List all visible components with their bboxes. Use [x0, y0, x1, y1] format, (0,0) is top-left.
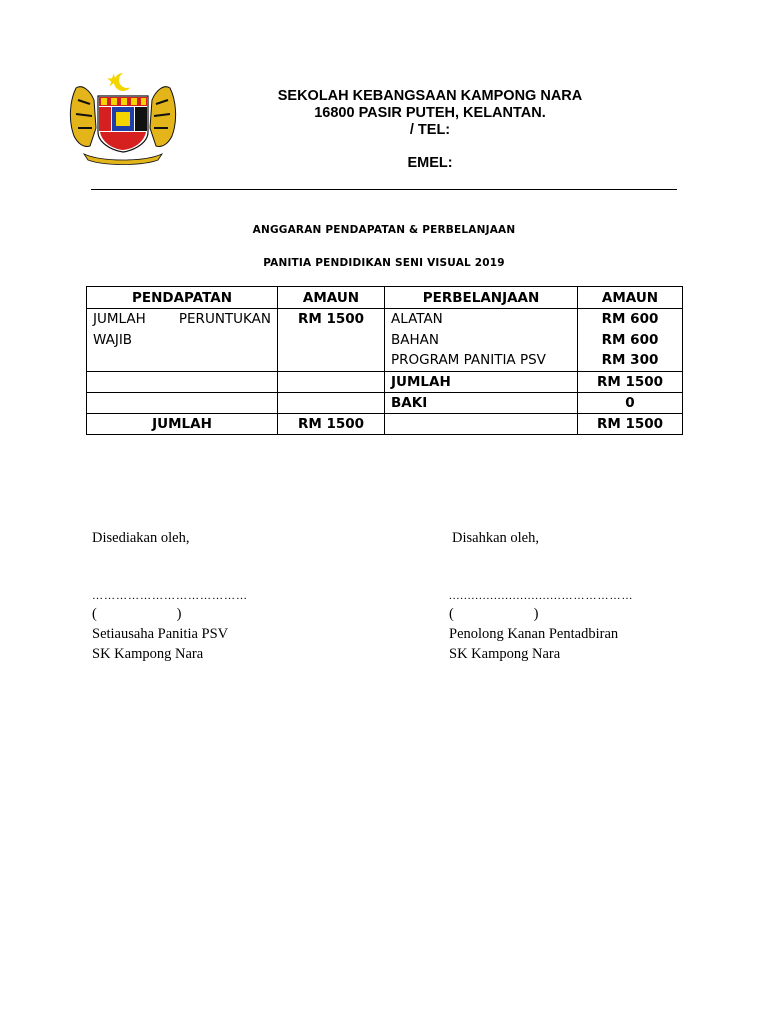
budget-table: [86, 286, 683, 435]
expense-item: PROGRAM PANITIA PSV: [391, 352, 546, 368]
expense-item: BAHAN: [391, 331, 439, 348]
document-title: ANGGARAN PENDAPATAN & PERBELANJAAN: [252, 224, 516, 236]
expense-amount: RM 600: [601, 331, 659, 348]
income-label-word: PERUNTUKAN: [178, 311, 271, 327]
header-income-amount: AMAUN: [278, 287, 385, 309]
income-amount: [278, 309, 385, 372]
table-row: [87, 392, 683, 413]
document-subtitle: PANITIA PENDIDIKAN SENI VISUAL 2019: [263, 257, 505, 269]
balance-label: BAKI: [385, 392, 578, 413]
prepared-by-signature-line: …………………………………: [92, 590, 248, 602]
expense-items: [385, 309, 578, 372]
header-income: PENDAPATAN: [87, 287, 278, 309]
approved-by-org: SK Kampong Nara: [449, 646, 561, 662]
expense-amount: RM 300: [601, 352, 659, 368]
prepared-by-name: ( ): [92, 606, 182, 622]
tel-label: / TEL:: [409, 122, 451, 138]
table-footer-row: [87, 413, 683, 434]
approved-by-name: ( ): [449, 606, 539, 622]
table-row: [87, 371, 683, 392]
prepared-by-org: SK Kampong Nara: [92, 646, 204, 662]
footer-expense-amount: RM 1500: [578, 413, 683, 434]
balance-amount: 0: [578, 392, 683, 413]
income-label-line2: WAJIB: [93, 331, 133, 348]
school-name: SEKOLAH KEBANGSAAN KAMPONG NARA: [277, 88, 583, 104]
prepared-by-caption: Disediakan oleh,: [92, 530, 190, 546]
footer-income-amount: RM 1500: [278, 413, 385, 434]
header-expenditure: PERBELANJAAN: [385, 287, 578, 309]
expense-total-amount: RM 1500: [578, 371, 683, 392]
income-label-word: JUMLAH: [93, 311, 146, 327]
table-header-row: [87, 287, 683, 309]
header-expenditure-amount: AMAUN: [578, 287, 683, 309]
approved-by-signature-line: ..............................………………: [449, 590, 634, 602]
header-divider: [91, 189, 677, 190]
coat-of-arms-icon: [66, 70, 180, 166]
footer-total-label: JUMLAH: [87, 413, 278, 434]
prepared-by-position: Setiausaha Panitia PSV: [92, 626, 229, 642]
expense-amount: RM 600: [601, 311, 659, 327]
approved-by-position: Penolong Kanan Pentadbiran: [449, 626, 619, 642]
table-row: [87, 309, 683, 372]
expense-total-label: JUMLAH: [385, 371, 578, 392]
email-label: EMEL:: [407, 155, 453, 171]
approved-by-caption: Disahkan oleh,: [452, 530, 539, 546]
school-address: 16800 PASIR PUTEH, KELANTAN.: [314, 105, 546, 121]
income-amount-value: RM 1500: [297, 311, 365, 327]
expense-amounts: [578, 309, 683, 372]
expense-item: ALATAN: [391, 311, 443, 327]
income-label: [87, 309, 278, 372]
